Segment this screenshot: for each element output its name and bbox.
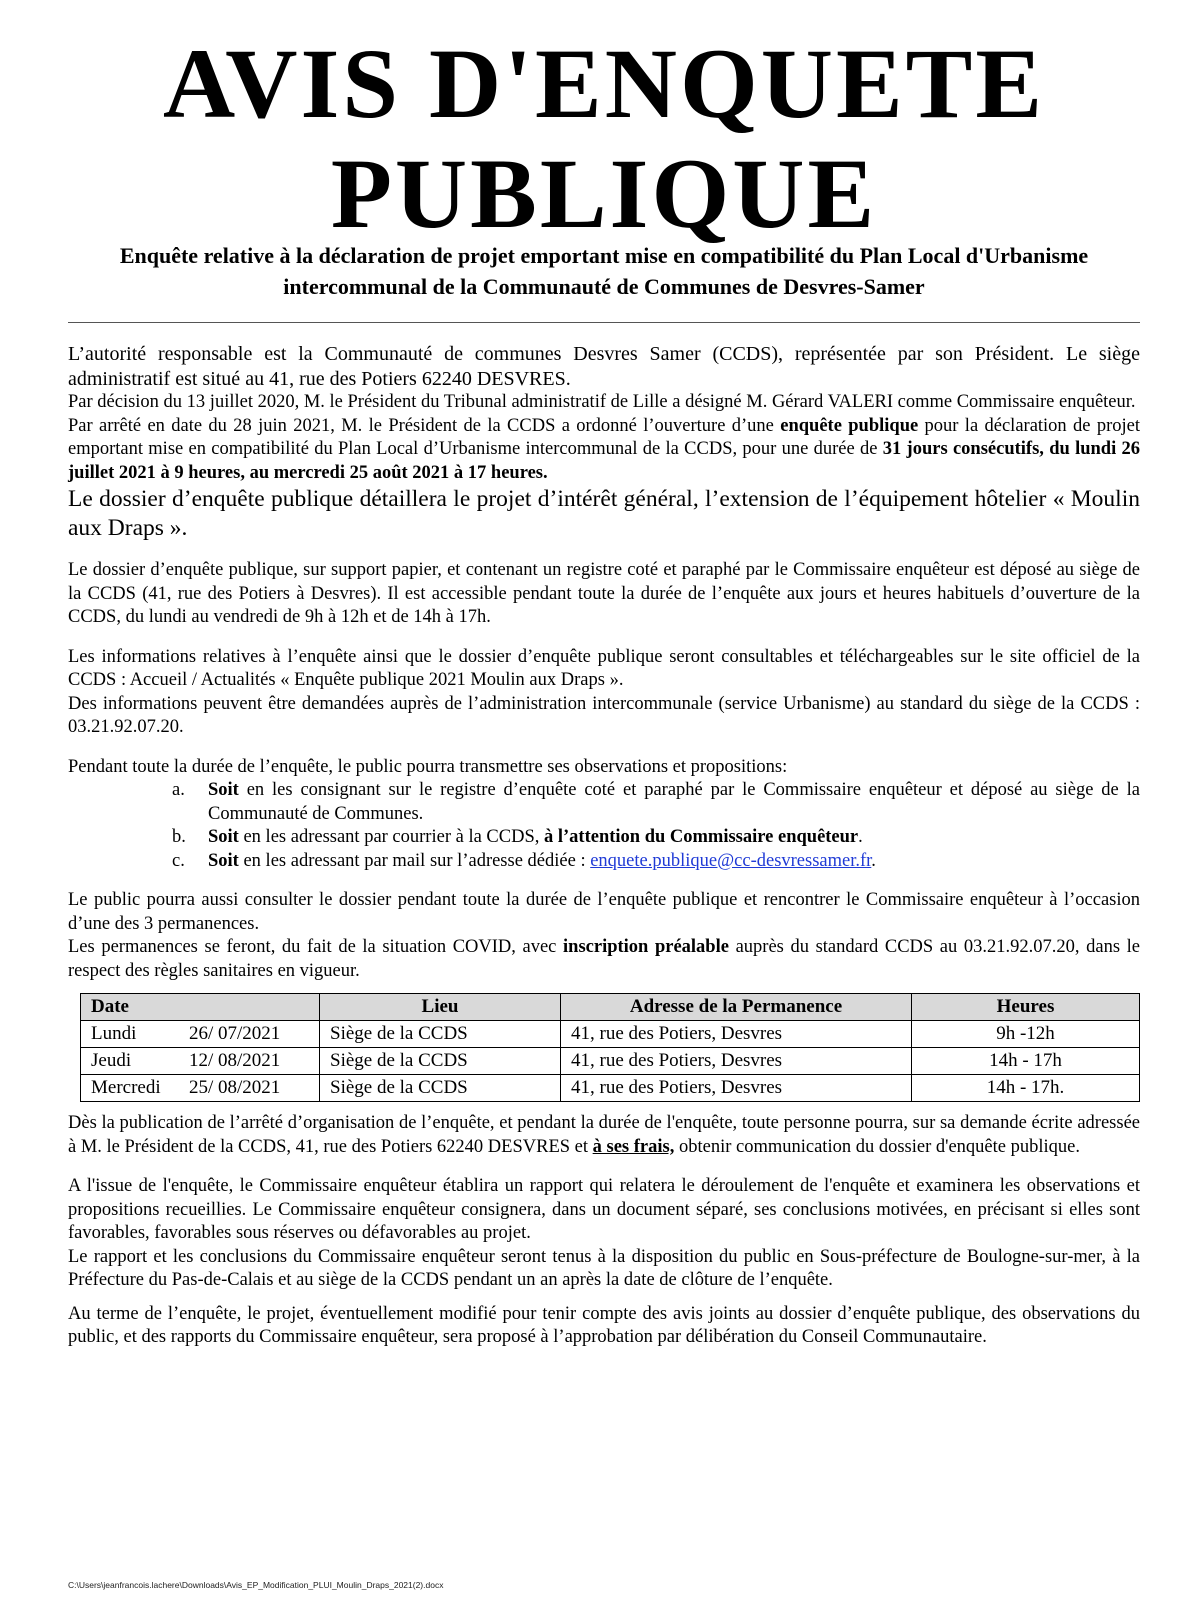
cell-lieu: Siège de la CCDS: [320, 1075, 561, 1102]
inscription-bold: inscription préalable: [563, 937, 729, 957]
duration-bold: 31 jours consécutifs, du lundi 26 juillet 2021 à 9 heures, au mercredi 25 août 2021 à 17 heures.: [68, 439, 1141, 483]
dossier-large-paragraph: Le dossier d’enquête publique détaillera le projet d’intérêt général, l’extension de l’équipement hôtelier « Moulin aux Draps ».: [68, 486, 1140, 541]
table-row: [81, 1075, 1140, 1102]
rapport-paragraph-1: A l'issue de l'enquête, le Commissaire enquêteur établira un rapport qui relatera le déroulement de l'enquête et examinera les observations et propositions recueillies. Le Commissaire enquêteur consignera, dans un document séparé, ses conclusions motivées, en précisant si elles sont favorables, favorables sous réserves ou défavorables au projet.: [68, 1176, 1140, 1243]
dossier-paragraph: Le dossier d’enquête publique, sur support papier, et contenant un registre coté et paraphé par le Commissaire enquêteur est déposé au siège de la CCDS (41, rue des Potiers à Desvres). Il est accessible pendant toute la durée de l’enquête aux jours et heures habituels d’ouverture de la CCDS, du lundi au vendredi de 9h à 12h et de 14h à 17h.: [68, 560, 1140, 627]
subtitle: Enquête relative à la déclaration de projet emportant mise en compatibilité du Plan Local d'Urbanisme intercommunal de la Communauté de Communes de Desvres-Samer: [119, 243, 1089, 299]
table-row: [81, 1048, 1140, 1075]
cell-heures: 14h - 17h.: [912, 1075, 1140, 1102]
rapport-paragraph-2: Le rapport et les conclusions du Commissaire enquêteur seront tenus à la disposition du public en Sous-préfecture de Boulogne-sur-mer, à la Préfecture du Pas-de-Calais et au siège de la CCDS pendant un an après la date de clôture de l’enquête.: [68, 1246, 1140, 1290]
standard-paragraph: Des informations peuvent être demandées auprès de l’administration intercommunale (service Urbanisme) au standard du siège de la CCDS : 03.21.92.07.20.: [68, 693, 1140, 737]
covid-paragraph: Les permanences se feront, du fait de la situation COVID, avec inscription préalable auprès du standard CCDS au 03.21.92.07.20, dans le respect des règles sanitaires en vigueur.: [68, 937, 1141, 981]
divider: [68, 322, 1140, 323]
communication-paragraph: Dès la publication de l’arrêté d’organisation de l’enquête, et pendant la durée de l'enquête, toute personne pourra, sur sa demande écrite adressée à M. le Président de la CCDS, 41, rue des Potiers 62240 DESVRES et à ses frais, obtenir communication du dossier d'enquête publique.: [68, 1113, 1140, 1157]
authority-paragraph: L’autorité responsable est la Communauté de communes Desvres Samer (CCDS), représentée par son Président. Le siège administratif est situé au 41, rue des Potiers 62240 DESVRES.: [68, 343, 1140, 390]
site-paragraph: Les informations relatives à l’enquête ainsi que le dossier d’enquête publique seront consultables et téléchargeables sur le site officiel de la CCDS : Accueil / Actualités « Enquête publique 2021 Moulin aux Draps ».: [68, 646, 1140, 690]
cell-adresse: 41, rue des Potiers, Desvres: [561, 1075, 912, 1102]
terme-paragraph: Au terme de l’enquête, le projet, éventuellement modifié pour tenir compte des avis joints au dossier d’enquête publique, des observations du public, et des rapports du Commissaire enquêteur, sera proposé à l’approbation par délibération du Conseil Communautaire.: [68, 1303, 1140, 1347]
frais-bold-underline: à ses frais,: [592, 1136, 675, 1157]
observations-list: [68, 779, 1140, 873]
header-adresse: Adresse de la Permanence: [561, 994, 912, 1021]
header-lieu: Lieu: [320, 994, 561, 1021]
header-date: Date: [81, 994, 320, 1021]
cell-date: Mercredi 25/ 08/2021: [81, 1075, 320, 1102]
permanences-table: [80, 993, 1140, 1102]
cell-date: Lundi 26/ 07/2021: [81, 1021, 320, 1048]
title-line-2: PUBLIQUE: [330, 138, 878, 249]
cell-heures: 14h - 17h: [912, 1048, 1140, 1075]
table-row: [81, 1021, 1140, 1048]
file-path-footer: C:\Users\jeanfrancois.lachere\Downloads\Avis_EP_Modification_PLUI_Moulin_Draps_2021(2).docx: [68, 1580, 444, 1590]
cell-lieu: Siège de la CCDS: [320, 1048, 561, 1075]
arrete-paragraph: Par arrêté en date du 28 juin 2021, M. le Président de la CCDS a ordonné l’ouverture d’une enquête publique pour la déclaration de projet emportant mise en compatibilité du Plan Local d’Urbanisme intercommunal de la CCDS, pour une durée de 31 jours consécutifs, du lundi 26 juillet 2021 à 9 heures, au mercredi 25 août 2021 à 17 heures.: [68, 415, 1141, 483]
header-heures: Heures: [912, 994, 1140, 1021]
consult-paragraph: Le public pourra aussi consulter le dossier pendant toute la durée de l’enquête publique et rencontrer le Commissaire enquêteur à l’occasion d’une des 3 permanences.: [68, 890, 1140, 934]
email-link[interactable]: enquete.publique@cc-desvressamer.fr: [590, 850, 872, 871]
cell-adresse: 41, rue des Potiers, Desvres: [561, 1048, 912, 1075]
list-item: a. Soit en les consignant sur le registre d’enquête coté et paraphé par le Commissaire enquêteur et déposé au siège de la Communauté de Communes.: [172, 780, 1140, 824]
notice-body: [68, 342, 1140, 1350]
list-item: b. Soit en les adressant par courrier à la CCDS, à l’attention du Commissaire enquêteur.: [172, 827, 863, 847]
decision-paragraph: Par décision du 13 juillet 2020, M. le Président du Tribunal administratif de Lille a désigné M. Gérard VALERI comme Commissaire enquêteur.: [68, 392, 1136, 412]
enquete-publique-bold: enquête publique: [780, 415, 919, 436]
table-header-row: [81, 994, 1140, 1021]
list-item: c. Soit en les adressant par mail sur l’adresse dédiée : enquete.publique@cc-desvressamer.fr.: [172, 850, 876, 871]
title-line-1: AVIS D'ENQUETE: [162, 28, 1046, 139]
observations-intro: Pendant toute la durée de l’enquête, le public pourra transmettre ses observations et propositions:: [68, 756, 788, 777]
cell-lieu: Siège de la CCDS: [320, 1021, 561, 1048]
cell-date: Jeudi 12/ 08/2021: [81, 1048, 320, 1075]
cell-adresse: 41, rue des Potiers, Desvres: [561, 1021, 912, 1048]
cell-heures: 9h -12h: [912, 1021, 1140, 1048]
